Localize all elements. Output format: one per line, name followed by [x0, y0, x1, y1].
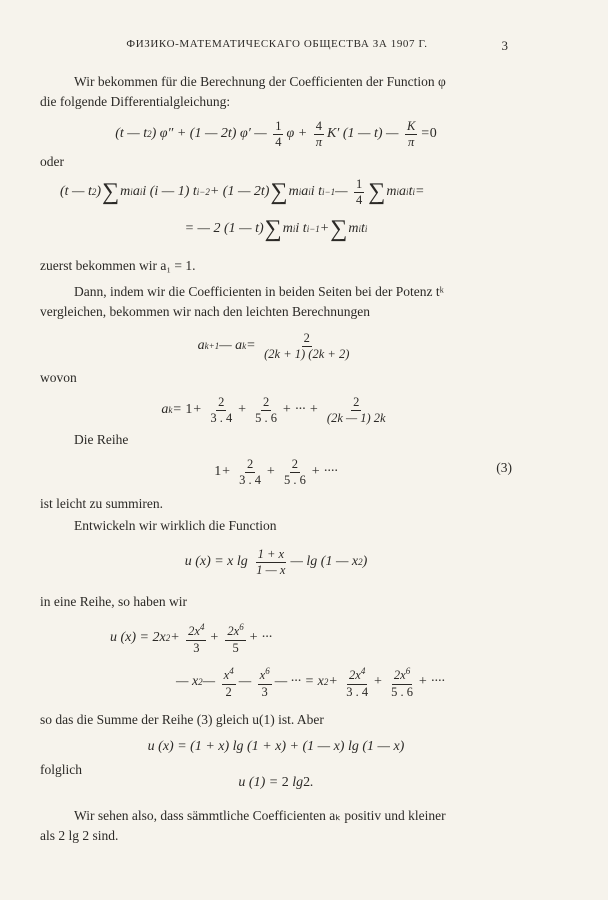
paragraph-line: in eine Reihe, so haben wir [40, 594, 187, 609]
paragraph-line: Wir bekommen für die Berechnung der Coefficienten der Function φ [74, 74, 446, 89]
equation-ux: u (x) = x lg $\frac{1 + x}{1 — x}$ — lg (1 — x 2 ) [184, 546, 368, 577]
page-number: 3 [501, 38, 508, 53]
paragraph-line: zuerst bekommen wir a₁ = 1. [40, 258, 196, 273]
paragraph-line: so das die Summe der Reihe (3) gleich u(1) ist. Aber [40, 712, 324, 727]
paragraph-line: oder [40, 154, 64, 169]
paragraph-line: Die Reihe [74, 432, 129, 447]
equation-number: (3) [496, 460, 512, 475]
paragraph-line: vergleichen, bekommen wir nach den leichten Berechnungen [40, 304, 370, 319]
paragraph-line: Entwickeln wir wirklich die Function [74, 518, 277, 533]
paragraph-line: folglich [40, 762, 82, 777]
paragraph-line: ist leicht zu summiren. [40, 496, 163, 511]
paragraph-line: als 2 lg 2 sind. [40, 828, 119, 843]
equation-series-line2: = — 2 (1 — t) ∑ m i i t i−1 + ∑ m i t i [184, 216, 368, 242]
running-title: ФИЗИКО-МАТЕМАТИЧЕСКАГО ОБЩЕСТВА ЗА 1907 Г. [126, 38, 428, 50]
equation-differential: (t — t 2 ) φ″ + (1 — 2t) φ′ — $\frac{1}{4}$ φ + $\frac{4}{\pi}$ K′ (1 — t) — $\frac{K}{\pi}$ = 0 [115, 118, 437, 149]
equation-recurrence: a k+1 — a k = $\frac{2}{(2k + 1) (2k + 2)}$ [197, 330, 350, 361]
equation-closed-form: u (x) = (1 + x) lg (1 + x) + (1 — x) lg (1 — x) [147, 739, 405, 754]
equation-expansion-line2: — x 2 — $\frac{x^4}{2}$ — $\frac{x^6}{3}$ — ··· = x 2 + $\frac{2x^4}{3 . 4}$ + $\frac{2x^6}{5 . 6}$ + ···· [176, 666, 445, 699]
paragraph-line: Wir sehen also, dass sämmtliche Coefficienten aₖ positiv und kleiner [74, 808, 446, 823]
equation-expansion-line1: u (x) = 2x 2 + $\frac{2x^4}{3}$ + $\frac{2x^6}{5}$ + ··· [110, 622, 273, 655]
paragraph-line: Dann, indem wir die Coefficienten in beiden Seiten bei der Potenz tᵏ [74, 284, 444, 299]
equation-series-3: 1 + $\frac{2}{3 . 4}$ + $\frac{2}{5 . 6}$ + ···· [214, 456, 338, 487]
equation-ak: a k = 1 + $\frac{2}{3 . 4}$ + $\frac{2}{5 . 6}$ + ··· + $\frac{2}{(2k — 1) 2k}$ [161, 394, 386, 425]
equation-series-line1: (t — t 2 ) ∑ m i a i i (i — 1) t i−2 + (1 — 2t) ∑ m i a i i t i−1 — $\frac{1}{4}$ ∑ m i a i t i = [60, 176, 425, 207]
equation-u1: u (1) = 2 lg 2 . [238, 775, 314, 790]
paragraph-line: wovon [40, 370, 77, 385]
paragraph-line: die folgende Differentialgleichung: [40, 94, 231, 109]
